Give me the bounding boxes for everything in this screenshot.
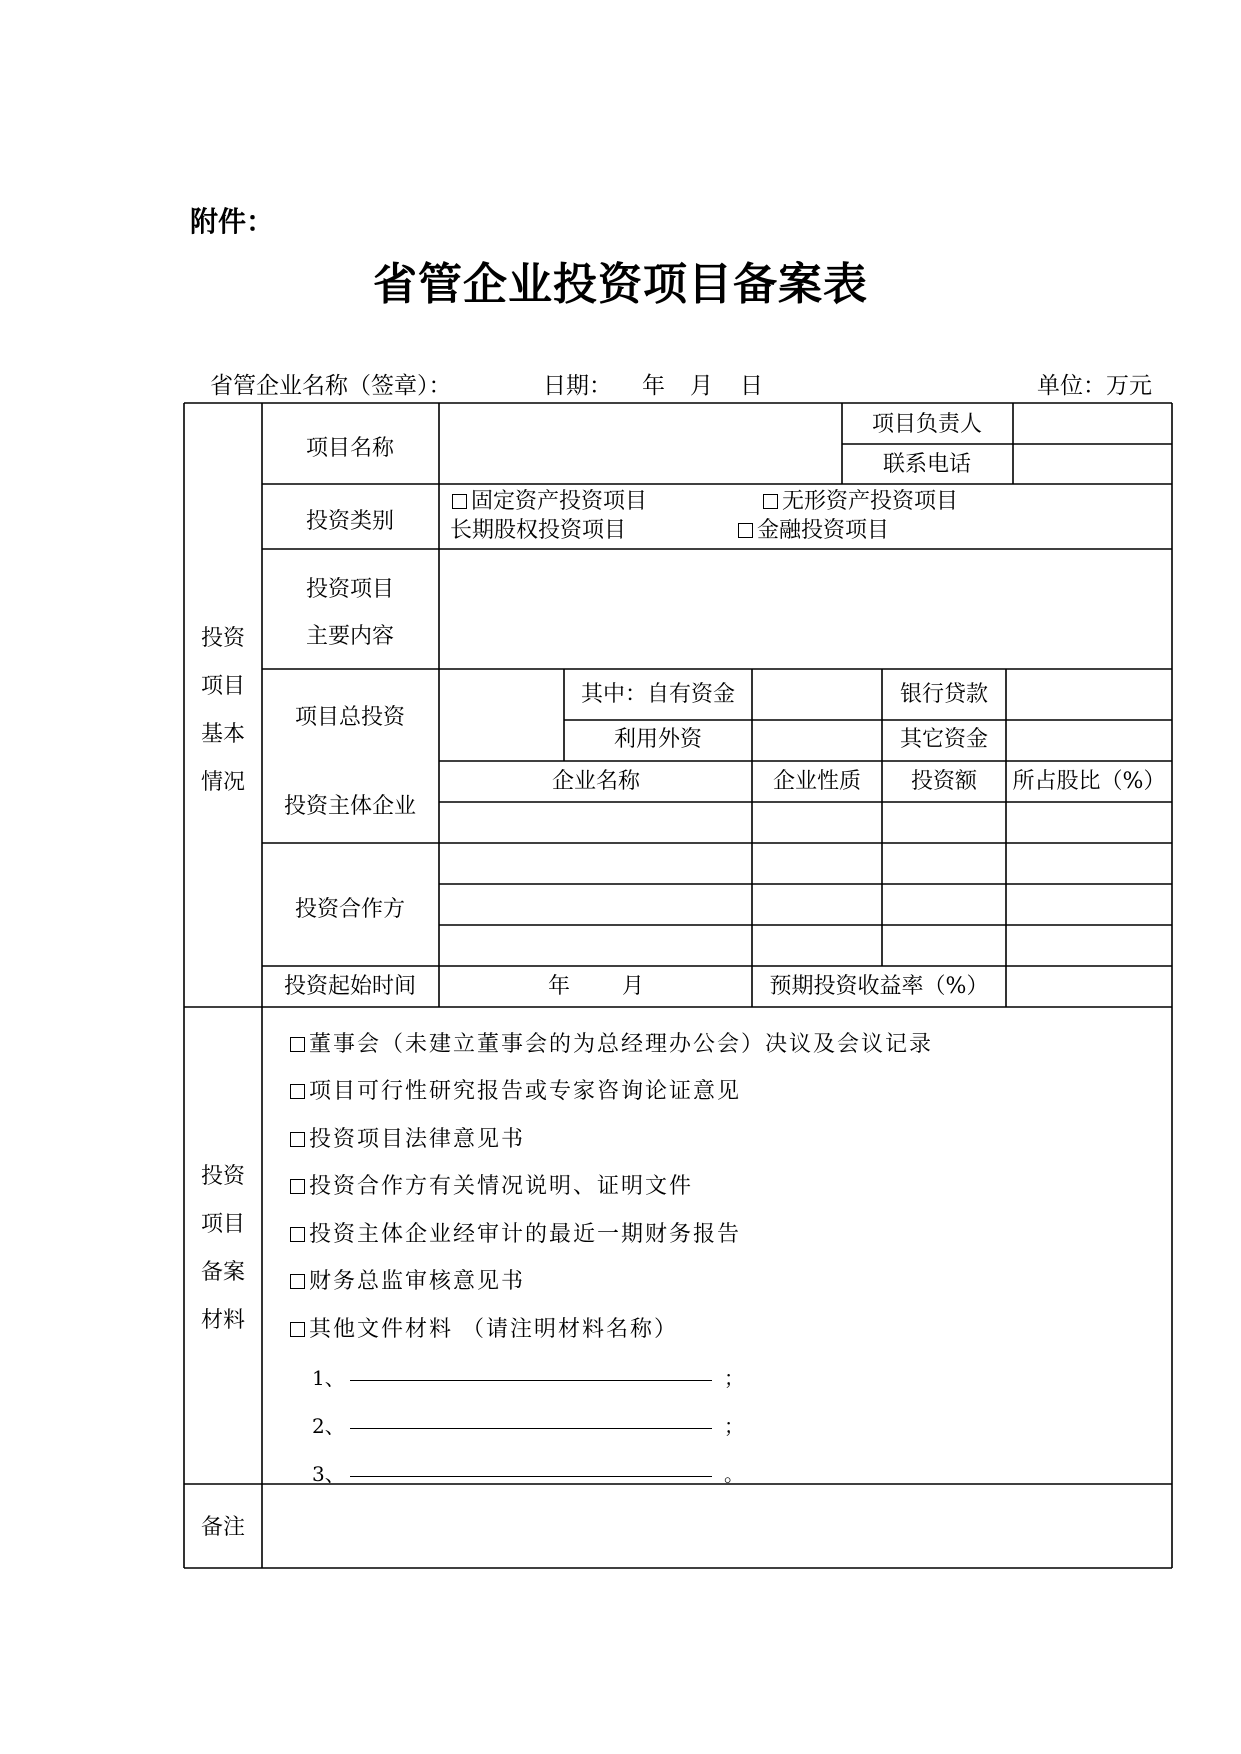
checkbox-icon[interactable] [763, 494, 778, 509]
date-month: 月 [690, 373, 713, 399]
material-item[interactable]: 财务总监审核意见书 [290, 1264, 525, 1295]
date-label: 日期： [543, 373, 612, 399]
partners-label: 投资合作方 [294, 897, 406, 922]
invest-type-label: 投资类别 [305, 509, 395, 534]
project-leader-label: 项目负责人 [871, 412, 983, 437]
checkbox-icon[interactable] [452, 494, 467, 509]
material-item[interactable]: 董事会（未建立董事会的为总经理办公会）决议及会议记录 [290, 1027, 933, 1058]
date-day: 日 [740, 373, 763, 399]
contact-phone-label: 联系电话 [882, 452, 972, 477]
type-option-financial[interactable]: 金融投资项目 [738, 520, 889, 542]
blank-number: 2、 [312, 1414, 345, 1438]
blank-number: 3、 [312, 1462, 345, 1486]
side-label-basic: 投资 项目 基本 情况 [200, 626, 245, 795]
type-option-intangible-assets[interactable]: 无形资产投资项目 [763, 491, 958, 513]
checkbox-icon[interactable] [290, 1132, 305, 1147]
blank-punct: ； [724, 1414, 744, 1438]
material-item[interactable]: 投资主体企业经审计的最近一期财务报告 [290, 1217, 741, 1248]
foreign-capital-label: 利用外资 [613, 727, 703, 752]
blank-punct: ； [724, 1366, 744, 1390]
unit-label: 单位：万元 [1037, 373, 1152, 399]
blank-number: 1、 [312, 1366, 345, 1390]
col-investment-amount: 投资额 [910, 769, 978, 794]
material-item[interactable]: 项目可行性研究报告或专家咨询论证意见 [290, 1074, 741, 1105]
col-enterprise-name: 企业名称 [551, 769, 641, 794]
remarks-label: 备注 [200, 1515, 246, 1540]
side-label-materials: 投资 项目 备案 材料 [200, 1164, 245, 1333]
own-funds-label: 其中：自有资金 [580, 682, 736, 707]
start-year: 年 [548, 974, 571, 999]
start-time-label: 投资起始时间 [283, 974, 417, 999]
blank-line[interactable] [350, 1408, 712, 1429]
other-funds-label: 其它资金 [899, 727, 989, 752]
type-option-equity: 长期股权投资项目 [450, 518, 627, 543]
bank-loan-label: 银行贷款 [899, 682, 989, 707]
checkbox-icon[interactable] [290, 1274, 305, 1289]
total-investment-label: 项目总投资 [294, 705, 406, 730]
blank-line[interactable] [350, 1456, 712, 1477]
col-share-ratio: 所占股比（%） [1012, 769, 1166, 794]
main-content-label-line1: 投资项目 [305, 577, 395, 602]
start-month: 月 [622, 974, 645, 999]
checkbox-icon[interactable] [738, 523, 753, 538]
type-option-fixed-assets[interactable]: 固定资产投资项目 [452, 491, 647, 513]
attachment-label: 附件： [190, 205, 275, 238]
form-title: 省管企业投资项目备案表 [373, 259, 868, 310]
company-name-label: 省管企业名称（签章）： [210, 373, 452, 399]
checkbox-icon[interactable] [290, 1084, 305, 1099]
checkbox-icon[interactable] [290, 1227, 305, 1242]
blank-punct: 。 [724, 1462, 744, 1486]
material-item[interactable]: 其他文件材料 （请注明材料名称） [290, 1312, 678, 1343]
investor-enterprise-label: 投资主体企业 [283, 794, 417, 819]
material-item[interactable]: 投资合作方有关情况说明、证明文件 [290, 1169, 693, 1200]
main-content-label-line2: 主要内容 [305, 624, 395, 649]
checkbox-icon[interactable] [290, 1322, 305, 1337]
date-year: 年 [642, 373, 665, 399]
col-enterprise-nature: 企业性质 [772, 769, 862, 794]
checkbox-icon[interactable] [290, 1037, 305, 1052]
checkbox-icon[interactable] [290, 1179, 305, 1194]
material-item[interactable]: 投资项目法律意见书 [290, 1122, 525, 1153]
project-name-label: 项目名称 [305, 436, 395, 461]
blank-line[interactable] [350, 1360, 712, 1381]
expected-return-label: 预期投资收益率（%） [769, 974, 989, 999]
